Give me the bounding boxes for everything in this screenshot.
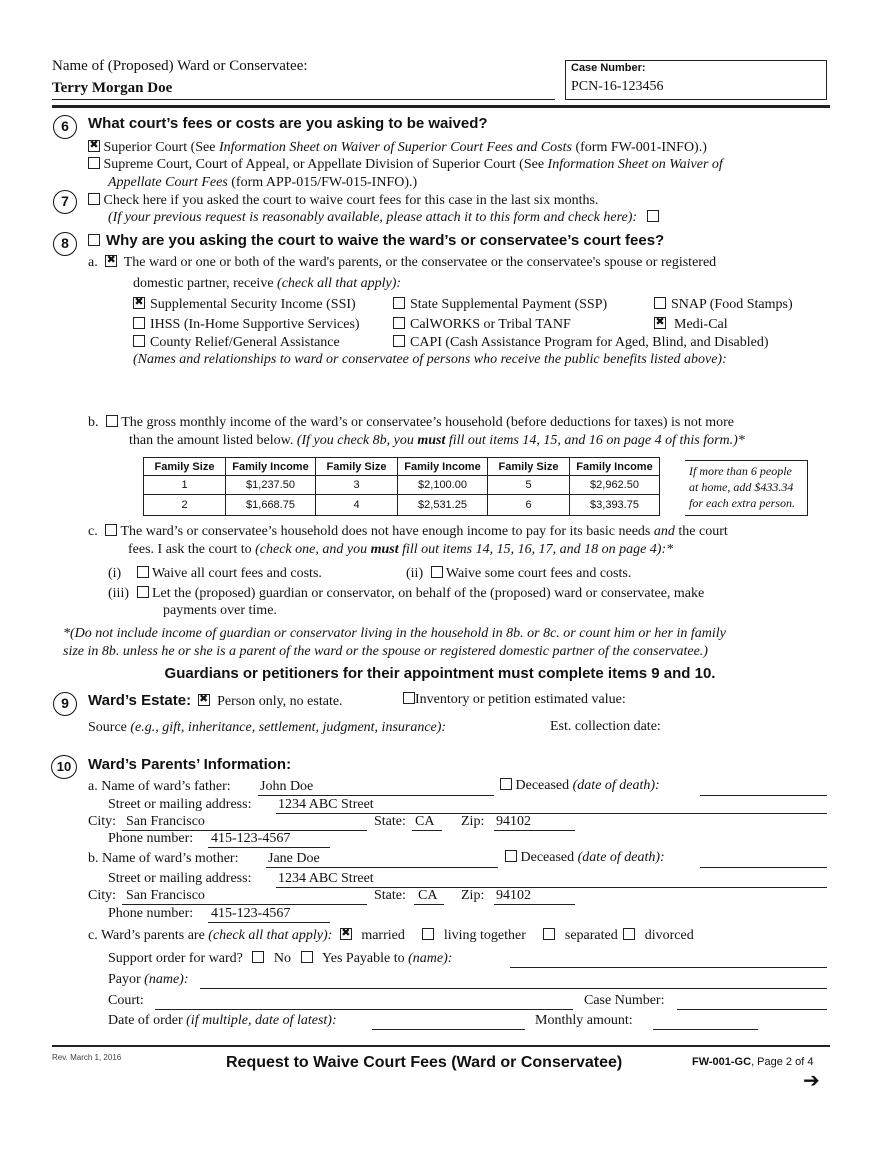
item-9-inventory: Inventory or petition estimated value: xyxy=(403,692,626,708)
father-zip-underline xyxy=(494,830,575,831)
payable-to-field[interactable] xyxy=(510,967,827,968)
father-name-label: a. Name of ward’s father: xyxy=(88,779,231,794)
item-8b-line1: b. The gross monthly income of the ward’s or conservatee’s household (before deductions for taxes) is not more xyxy=(88,415,734,430)
father-phone-value[interactable]: 415-123-4567 xyxy=(211,831,291,846)
item-7-text: Check here if you asked the court to waive court fees for this case in the last six months. xyxy=(103,193,599,208)
item-7-number: 7 xyxy=(53,190,77,214)
mother-street-label: Street or mailing address: xyxy=(108,871,252,886)
table-header-cell: Family Income xyxy=(570,458,660,476)
mother-name-label: b. Name of ward’s mother: xyxy=(88,851,239,866)
table-header-cell: Family Size xyxy=(144,458,226,476)
father-state-label: State: xyxy=(374,814,406,829)
case-number-value: PCN-16-123456 xyxy=(571,79,664,94)
ward-name-underline xyxy=(52,99,555,100)
payments-over-time-checkbox[interactable] xyxy=(137,586,149,598)
item-6-title: What court’s fees or costs are you asking to be waived? xyxy=(88,115,488,132)
benefit-label: Supplemental Security Income (SSI) xyxy=(150,297,356,312)
income-table xyxy=(143,457,660,516)
inventory-checkbox[interactable] xyxy=(403,692,415,704)
benefit-option[interactable] xyxy=(133,297,356,313)
table-cell: 6 xyxy=(488,495,570,516)
guardians-note: Guardians or petitioners for their appointment must complete items 9 and 10. xyxy=(164,665,716,682)
mother-phone-value[interactable]: 415-123-4567 xyxy=(211,906,291,921)
supreme-court-text-line2: Appellate Court Fees (form APP-015/FW-015-INFO).) xyxy=(108,175,418,190)
monthly-amount-label: Monthly amount: xyxy=(535,1013,633,1028)
benefit-checkbox[interactable] xyxy=(393,335,405,347)
item-9-source: Source (e.g., gift, inheritance, settlement, judgment, insurance): xyxy=(88,720,447,735)
mother-zip-label: Zip: xyxy=(461,888,485,903)
table-row xyxy=(144,495,660,516)
benefit-checkbox[interactable] xyxy=(133,297,145,309)
item-9-number: 9 xyxy=(53,692,77,716)
item-8b-checkbox[interactable] xyxy=(106,415,118,427)
date-of-order-field[interactable] xyxy=(372,1029,525,1030)
item-6-option-superior[interactable] xyxy=(88,140,707,156)
mother-street-value[interactable]: 1234 ABC Street xyxy=(278,871,374,886)
parents-status-line: c. Ward’s parents are (check all that apply): ✖ married living together separated divorced xyxy=(88,928,694,944)
father-street-label: Street or mailing address: xyxy=(108,797,252,812)
item-8c-line2: fees. I ask the court to (check one, and you must fill out items 14, 15, 16, 17, and 18 on page 4):* xyxy=(128,542,674,557)
court-case-number-label: Case Number: xyxy=(584,993,665,1008)
item-8a-names-note: (Names and relationships to ward or conservatee of persons who receive the public benefits listed above): xyxy=(133,352,727,367)
table-cell: 3 xyxy=(316,476,398,495)
footnote-line2: size in 8b. unless he or she is a parent of the ward or the spouse or registered domestic partner of the conservatee.) xyxy=(63,644,708,659)
mother-deceased: Deceased (date of death): xyxy=(505,850,665,866)
supreme-court-checkbox[interactable] xyxy=(88,157,100,169)
father-phone-underline xyxy=(208,847,330,848)
ward-name-label: Name of (Proposed) Ward or Conservatee: xyxy=(52,58,308,74)
item-8a-line1: a. ✖ The ward or one or both of the ward's parents, or the conservatee or the conservatee's spouse or registered xyxy=(88,255,716,271)
benefit-option[interactable] xyxy=(393,335,769,351)
item-10-title: Ward’s Parents’ Information: xyxy=(88,756,292,773)
item-9-line1: Ward’s Estate: ✖ Person only, no estate. xyxy=(88,692,343,710)
mother-street-underline xyxy=(276,887,827,888)
married-checkbox[interactable] xyxy=(340,928,352,940)
benefit-label: IHSS (In-Home Supportive Services) xyxy=(150,317,360,332)
mother-city-underline xyxy=(122,904,367,905)
table-cell: $3,393.75 xyxy=(570,495,660,516)
income-table-note: If more than 6 people at home, add $433.34 for each extra person. xyxy=(685,460,808,516)
benefit-checkbox[interactable] xyxy=(133,335,145,347)
item-8a-checkbox[interactable] xyxy=(105,255,117,267)
mother-name-value[interactable]: Jane Doe xyxy=(268,851,320,866)
footer-title: Request to Waive Court Fees (Ward or Conservatee) xyxy=(226,1054,623,1071)
item-7-note: (If your previous request is reasonably available, please attach it to this form and check here): xyxy=(108,210,659,226)
payor-field[interactable] xyxy=(200,988,827,989)
benefit-label: SNAP (Food Stamps) xyxy=(671,297,793,312)
father-name-value[interactable]: John Doe xyxy=(260,779,314,794)
mother-deceased-checkbox[interactable] xyxy=(505,850,517,862)
item-7-checkbox[interactable] xyxy=(88,193,100,205)
table-cell: 4 xyxy=(316,495,398,516)
court-label: Court: xyxy=(108,993,144,1008)
benefit-label: State Supplemental Payment (SSP) xyxy=(410,297,608,312)
mother-zip-value[interactable]: 94102 xyxy=(496,888,531,903)
support-yes-checkbox[interactable] xyxy=(301,951,313,963)
item-8b-line2: than the amount listed below. (If you check 8b, you must fill out items 14, 15, and 16 on page 4 of this form.)* xyxy=(129,433,745,448)
table-header-cell: Family Income xyxy=(226,458,316,476)
superior-court-text: Superior Court (See Information Sheet on Waiver of Superior Court Fees and Costs (form FW-001-INFO).) xyxy=(103,140,707,155)
benefit-checkbox[interactable] xyxy=(133,317,145,329)
item-8-title: Why are you asking the court to waive the ward’s or conservatee’s court fees? xyxy=(88,232,664,249)
item-8c-checkbox[interactable] xyxy=(105,524,117,536)
ward-name-value[interactable]: Terry Morgan Doe xyxy=(52,80,173,96)
benefit-checkbox[interactable] xyxy=(393,317,405,329)
benefit-option[interactable] xyxy=(654,317,728,333)
divorced-checkbox[interactable] xyxy=(623,928,635,940)
item-7-check[interactable] xyxy=(88,193,598,209)
mother-zip-underline xyxy=(494,904,575,905)
item-8c-option-i[interactable]: (i) Waive all court fees and costs. xyxy=(108,566,322,581)
separated-checkbox[interactable] xyxy=(543,928,555,940)
mother-state-value[interactable]: CA xyxy=(418,888,438,903)
mother-phone-label: Phone number: xyxy=(108,906,194,921)
father-street-value[interactable]: 1234 ABC Street xyxy=(278,797,374,812)
item-8-number: 8 xyxy=(53,232,77,256)
father-state-value[interactable]: CA xyxy=(415,814,435,829)
item-7-attach-checkbox[interactable] xyxy=(647,210,659,222)
father-zip-label: Zip: xyxy=(461,814,485,829)
table-cell: 1 xyxy=(144,476,226,495)
next-page-arrow-icon: ➔ xyxy=(803,1068,820,1092)
table-header-cell: Family Size xyxy=(488,458,570,476)
table-cell: 2 xyxy=(144,495,226,516)
waive-all-checkbox[interactable] xyxy=(137,566,149,578)
benefit-label: CalWORKS or Tribal TANF xyxy=(410,317,571,332)
header-rule xyxy=(52,105,830,108)
supreme-court-text: Supreme Court, Court of Appeal, or Appellate Division of Superior Court (See Information Sheet on Waiver of xyxy=(103,157,723,172)
superior-court-checkbox[interactable] xyxy=(88,140,100,152)
table-row xyxy=(144,476,660,495)
table-header-cell: Family Income xyxy=(398,458,488,476)
benefit-checkbox[interactable] xyxy=(654,317,666,329)
mother-city-value[interactable]: San Francisco xyxy=(126,888,205,903)
support-no-checkbox[interactable] xyxy=(252,951,264,963)
date-of-order-label: Date of order (if multiple, date of latest): xyxy=(108,1013,337,1028)
father-deceased-checkbox[interactable] xyxy=(500,778,512,790)
benefit-label: Medi-Cal xyxy=(674,317,728,332)
mother-name-underline xyxy=(266,867,498,868)
mother-death-date-field[interactable] xyxy=(700,867,827,868)
father-city-value[interactable]: San Francisco xyxy=(126,814,205,829)
footer-rule xyxy=(52,1045,830,1047)
footer-page: FW-001-GC, Page 2 of 4 xyxy=(692,1056,814,1068)
father-phone-label: Phone number: xyxy=(108,831,194,846)
court-field[interactable] xyxy=(155,1009,573,1010)
table-cell: $2,531.25 xyxy=(398,495,488,516)
father-street-underline xyxy=(276,813,827,814)
income-table-header xyxy=(144,458,660,476)
item-6-option-supreme[interactable] xyxy=(88,157,723,173)
item-6-number: 6 xyxy=(53,115,77,139)
footer-rev: Rev. March 1, 2016 xyxy=(52,1053,122,1062)
item-9-est-date: Est. collection date: xyxy=(550,719,661,734)
father-name-underline xyxy=(258,795,494,796)
item-8-checkbox[interactable] xyxy=(88,234,100,246)
benefit-option[interactable] xyxy=(654,297,793,313)
person-only-checkbox[interactable] xyxy=(198,694,210,706)
benefit-checkbox[interactable] xyxy=(393,297,405,309)
case-number-box[interactable] xyxy=(565,60,827,100)
table-cell: $1,237.50 xyxy=(226,476,316,495)
table-cell: $2,962.50 xyxy=(570,476,660,495)
benefit-option[interactable] xyxy=(393,297,607,313)
benefit-checkbox[interactable] xyxy=(654,297,666,309)
father-city-label: City: xyxy=(88,814,117,829)
mother-state-label: State: xyxy=(374,888,406,903)
benefit-label: CAPI (Cash Assistance Program for Aged, Blind, and Disabled) xyxy=(410,335,769,350)
payor-label: Payor (name): xyxy=(108,972,189,987)
father-zip-value[interactable]: 94102 xyxy=(496,814,531,829)
mother-city-label: City: xyxy=(88,888,117,903)
father-death-date-field[interactable] xyxy=(700,795,827,796)
item-8c-line1: c. The ward’s or conservatee’s household does not have enough income to pay for its basic needs and the court xyxy=(88,524,728,539)
table-header-cell: Family Size xyxy=(316,458,398,476)
benefit-option[interactable] xyxy=(393,317,571,333)
mother-phone-underline xyxy=(208,922,330,923)
benefit-label: County Relief/General Assistance xyxy=(150,335,340,350)
monthly-amount-field[interactable] xyxy=(653,1029,758,1030)
father-deceased: Deceased (date of death): xyxy=(500,778,660,794)
table-cell: $2,100.00 xyxy=(398,476,488,495)
item-8a-line2: domestic partner, receive (check all that apply): xyxy=(133,276,402,291)
mother-state-underline xyxy=(414,904,444,905)
benefit-option[interactable] xyxy=(133,317,360,333)
table-cell: $1,668.75 xyxy=(226,495,316,516)
living-together-checkbox[interactable] xyxy=(422,928,434,940)
support-order-line: Support order for ward? No Yes Payable to (name): xyxy=(108,951,453,966)
item-10-number: 10 xyxy=(51,755,77,779)
table-cell: 5 xyxy=(488,476,570,495)
footnote-line1: *(Do not include income of guardian or conservator living in the household in 8b. or 8c. or count him or her in family xyxy=(63,626,726,641)
item-8c-option-iii[interactable]: (iii) Let the (proposed) guardian or conservator, on behalf of the (proposed) ward or conservatee, make xyxy=(108,586,705,601)
benefit-option[interactable] xyxy=(133,335,340,351)
item-8c-option-iii-line2: payments over time. xyxy=(163,603,277,618)
case-number-label: Case Number: xyxy=(571,62,646,74)
item-8c-option-ii[interactable]: (ii) Waive some court fees and costs. xyxy=(406,566,632,581)
court-case-number-field[interactable] xyxy=(677,1009,827,1010)
father-state-underline xyxy=(412,830,442,831)
waive-some-checkbox[interactable] xyxy=(431,566,443,578)
